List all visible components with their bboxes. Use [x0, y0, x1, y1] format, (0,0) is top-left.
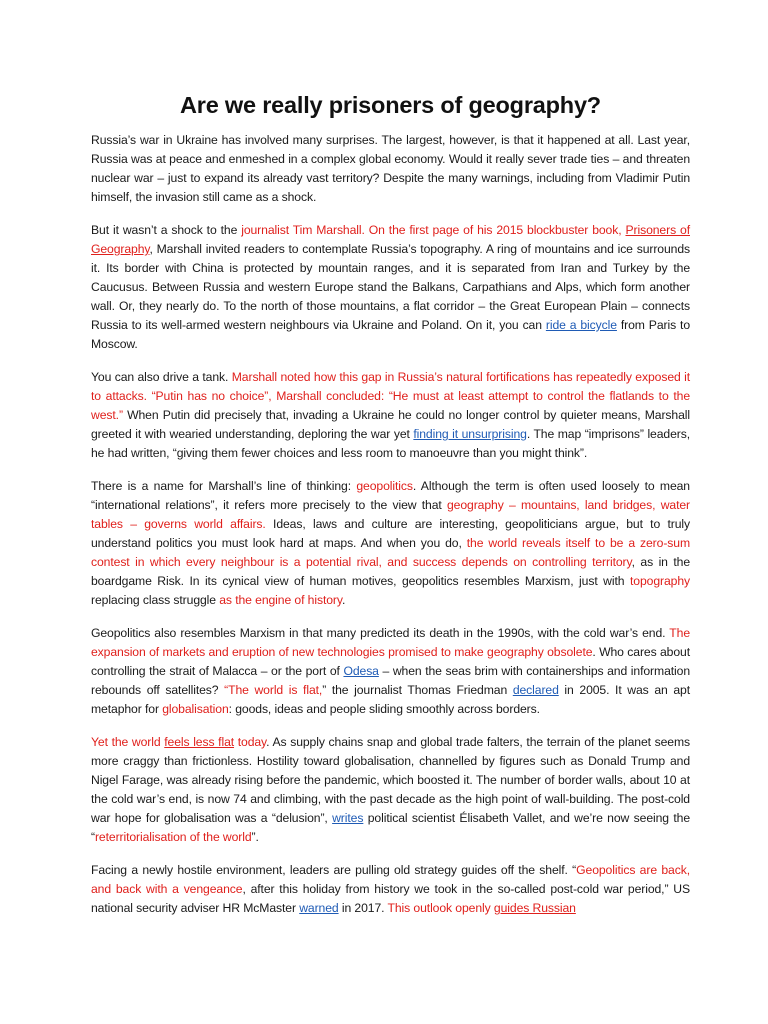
text-run: Geopolitics also resembles Marxism in that many predicted its death in the 1990s, with the cold war’s end. — [91, 626, 670, 640]
text-run: . The map “imprisons” leaders, he had written, “giving them fewer choices and less room to manoeuvre than you might think”. — [91, 427, 694, 460]
highlighted-text: as the engine of history — [219, 593, 342, 607]
text-run: – when the seas brim with containerships and information rebounds off satellites? — [91, 664, 694, 697]
text-run: . Who cares about controlling the strait of Malacca – or the port of — [91, 645, 694, 678]
inline-link[interactable]: feels less flat — [164, 735, 235, 749]
text-run: You can also drive a tank. — [91, 370, 232, 384]
highlighted-text: geopolitics — [356, 479, 413, 493]
text-run: in 2005. It was an apt metaphor for — [91, 683, 694, 716]
highlighted-text: today — [234, 735, 267, 749]
inline-link[interactable]: Prisoners of Geography — [91, 223, 690, 256]
page-title: Are we really prisoners of geography? — [180, 92, 601, 118]
text-run: Facing a newly hostile environment, leaders are pulling old strategy guides off the shelf. “ — [91, 863, 577, 877]
text-run: . As supply chains snap and global trade falters, the terrain of the planet seems more craggy than frictionless. Hostility toward globalisation, channelled by figures such as Donald Trump and Nigel Farage, was already rising before the pandemic, which boosted it. The number of border walls, about 10 at the cold war’s end, is now 74 and climbing, with the past decade as the high point of wall-building. The post-cold war hope for globalisation was a “delusion”, — [91, 735, 694, 825]
highlighted-text: The expansion of markets and eruption of new technologies promised to make geography obsolete — [91, 626, 694, 659]
highlighted-text: Geopolitics are back, and back with a vengeance — [91, 863, 694, 896]
text-run: in 2017. — [338, 901, 388, 915]
inline-link[interactable]: finding it unsurprising — [413, 427, 527, 441]
text-run: , as in the boardgame Risk. In its cynical view of human motives, geopolitics resembles Marxism, just with — [91, 555, 694, 588]
text-run: Russia’s war in Ukraine has involved many surprises. The largest, however, is that it happened at all. Last year, Russia was at peace and enmeshed in a complex global economy. Would it really sever trade ties – and threaten nuclear war – just to expand its already vast territory? Despite the many warnings, including from Vladimir Putin himself, the invasion still came as a shock. — [91, 133, 694, 204]
text-run: Ideas, laws and culture are interesting, geopoliticians argue, but to truly understand politics you must look hard at maps. And when you do, — [91, 517, 694, 550]
text-run: , after this holiday from history we took in the so-called post-cold war period,” US national security adviser HR McMaster — [91, 882, 694, 915]
paragraph — [91, 861, 694, 918]
inline-link[interactable]: writes — [332, 811, 364, 825]
text-run: . — [341, 593, 346, 607]
highlighted-text: Marshall noted how this gap in Russia’s natural fortifications has repeatedly exposed it to attacks. “Putin has no choice”, Marshall concluded: “He must at least attempt to control the flatlands to the west.” — [91, 370, 694, 422]
text-run: : goods, ideas and people sliding smoothly across borders. — [228, 702, 540, 716]
text-run: . Although the term is often used loosely to mean “international relations”, it refers more precisely to the view that — [91, 479, 694, 512]
highlighted-text: globalisation — [162, 702, 229, 716]
highlighted-text: topography — [630, 574, 690, 588]
text-run: But it wasn’t a shock to the — [91, 223, 242, 237]
text-run: political scientist Élisabeth Vallet, and we’re now seeing the “ — [91, 811, 694, 844]
highlighted-text: Yet the world — [91, 735, 165, 749]
paragraph — [91, 477, 694, 610]
paragraph — [91, 733, 694, 847]
highlighted-text: “The world is flat, — [224, 683, 323, 697]
article-body — [91, 131, 694, 918]
inline-link[interactable]: ride a bicycle — [545, 318, 617, 332]
text-run: , Marshall invited readers to contemplate Russia’s topography. A ring of mountains and ice surrounds it. Its border with China is protected by mountain ranges, and it is separated from Iran and Turkey by the Caucusus. Between Russia and western Europe stand the Balkans, Carpathians and Alps, which form another wall. Or, they nearly do. To the north of those mountains, a flat corridor – the Great European Plain – connects Russia to its well-armed western neighbours via Ukraine and Poland. On it, you can — [91, 242, 694, 332]
text-run: When Putin did precisely that, invading a Ukraine he could no longer control by quieter means, Marshall greeted it with wearied understanding, deploring the war yet — [91, 408, 694, 441]
paragraph — [91, 624, 694, 719]
paragraph — [91, 368, 694, 463]
inline-link[interactable]: guides Russian — [493, 901, 576, 915]
inline-link[interactable]: declared — [512, 683, 559, 697]
text-run: from Paris to Moscow. — [91, 318, 694, 351]
inline-link[interactable]: Odesa — [343, 664, 379, 678]
text-run: There is a name for Marshall’s line of thinking: — [91, 479, 357, 493]
highlighted-text: journalist Tim Marshall. On the first page of his 2015 blockbuster book, — [241, 223, 626, 237]
paragraph — [91, 221, 694, 354]
highlighted-text: reterritorialisation of the world — [94, 830, 252, 844]
paragraph — [91, 131, 694, 207]
text-run: replacing class struggle — [91, 574, 694, 607]
highlighted-text: geography – mountains, land bridges, water tables – governs world affairs. — [91, 498, 694, 531]
inline-link[interactable]: warned — [299, 901, 339, 915]
highlighted-text: This outlook openly — [387, 901, 494, 915]
text-run: ” the journalist Thomas Friedman — [322, 683, 513, 697]
highlighted-text: the world reveals itself to be a zero-sum contest in which every neighbour is a potential rival, and success depends on controlling territory — [91, 536, 694, 569]
text-run: ”. — [251, 830, 259, 844]
